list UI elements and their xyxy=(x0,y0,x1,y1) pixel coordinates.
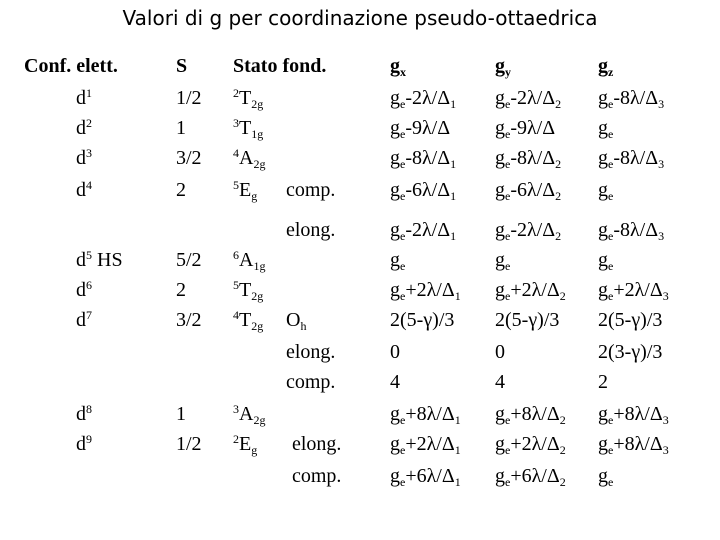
s-cell: 3/2 xyxy=(176,309,202,331)
gy-value: 4 xyxy=(495,371,505,393)
gy-value: $g_e+2\lambda/\Delta_2$ xyxy=(495,279,566,303)
gz-value: $g_e-8\lambda/\Delta_3$ xyxy=(598,147,665,171)
gx-value: 2(5-γ)/3 xyxy=(390,309,455,331)
ground-state-cell: $^2E_g$ xyxy=(233,432,258,457)
geometry-note: elong. xyxy=(292,433,342,455)
gz-value: $g_e$ xyxy=(598,465,614,489)
gy-value: $g_e-8\lambda/\Delta_2$ xyxy=(495,147,562,171)
conf-cell: $d^7$ xyxy=(76,308,92,331)
gy-value: $g_e-6\lambda/\Delta_2$ xyxy=(495,179,562,203)
gy-value: $g_e+6\lambda/\Delta_2$ xyxy=(495,465,566,489)
gz-value: $g_e$ xyxy=(598,249,614,273)
geometry-note: comp. xyxy=(292,465,342,487)
s-cell: 1 xyxy=(176,403,186,425)
conf-cell: $d^6$ xyxy=(76,278,92,301)
s-cell: 1 xyxy=(176,117,186,139)
ground-state-cell: $^5T_{2g}$ xyxy=(233,278,264,303)
gy-value: $g_e-9\lambda/\Delta$ xyxy=(495,117,556,141)
ground-state-cell: $^3T_{1g}$ xyxy=(233,116,264,141)
gx-value: $g_e-9\lambda/\Delta$ xyxy=(390,117,451,141)
s-cell: 3/2 xyxy=(176,147,202,169)
geometry-note: comp. xyxy=(286,179,336,201)
gz-value: $g_e+8\lambda/\Delta_3$ xyxy=(598,403,669,427)
s-cell: 2 xyxy=(176,179,186,201)
gy-value: $g_e-2\lambda/\Delta_2$ xyxy=(495,87,562,111)
gx-value: $g_e+2\lambda/\Delta_1$ xyxy=(390,433,461,457)
s-cell: 1/2 xyxy=(176,87,202,109)
conf-cell: $d^4$ xyxy=(76,178,92,201)
s-cell: 1/2 xyxy=(176,433,202,455)
gy-value: 2(5-γ)/3 xyxy=(495,309,560,331)
gx-value: $g_e+2\lambda/\Delta_1$ xyxy=(390,279,461,303)
gx-value: $g_e-8\lambda/\Delta_1$ xyxy=(390,147,457,171)
geometry-note: comp. xyxy=(286,371,336,393)
gy-value: $g_e$ xyxy=(495,249,511,273)
gx-value: $g_e$ xyxy=(390,249,406,273)
geometry-note: elong. xyxy=(286,341,336,363)
geometry-note: $O_h$ xyxy=(286,309,307,333)
conf-cell: $d^5$ HS xyxy=(76,248,123,271)
header-gx: $g_x$ xyxy=(390,55,406,79)
header-conf: Conf. elett. xyxy=(24,55,118,77)
gy-value: $g_e+2\lambda/\Delta_2$ xyxy=(495,433,566,457)
gz-value: $g_e$ xyxy=(598,117,614,141)
gy-value: $g_e-2\lambda/\Delta_2$ xyxy=(495,219,562,243)
geometry-note: elong. xyxy=(286,219,336,241)
gx-value: $g_e-2\lambda/\Delta_1$ xyxy=(390,219,457,243)
gx-value: $g_e-2\lambda/\Delta_1$ xyxy=(390,87,457,111)
conf-cell: $d^1$ xyxy=(76,86,92,109)
header-stato: Stato fond. xyxy=(233,55,327,77)
header-s: S xyxy=(176,55,188,77)
s-cell: 5/2 xyxy=(176,249,202,271)
ground-state-cell: $^6A_{1g}$ xyxy=(233,248,266,273)
conf-cell: $d^3$ xyxy=(76,146,92,169)
gz-value: 2(3-γ)/3 xyxy=(598,341,663,363)
header-gy: $g_y$ xyxy=(495,55,511,79)
ground-state-cell: $^3A_{2g}$ xyxy=(233,402,266,427)
header-gz: $g_z$ xyxy=(598,55,614,79)
gx-value: $g_e-6\lambda/\Delta_1$ xyxy=(390,179,457,203)
gz-value: $g_e-8\lambda/\Delta_3$ xyxy=(598,87,665,111)
gx-value: 0 xyxy=(390,341,400,363)
s-cell: 2 xyxy=(176,279,186,301)
gx-value: $g_e+8\lambda/\Delta_1$ xyxy=(390,403,461,427)
page-title: Valori di g per coordinazione pseudo-ottaedrica xyxy=(122,6,598,30)
ground-state-cell: $^4A_{2g}$ xyxy=(233,146,266,171)
gz-value: $g_e+8\lambda/\Delta_3$ xyxy=(598,433,669,457)
ground-state-cell: $^4T_{2g}$ xyxy=(233,308,264,333)
gy-value: 0 xyxy=(495,341,505,363)
gz-value: 2(5-γ)/3 xyxy=(598,309,663,331)
gx-value: 4 xyxy=(390,371,400,393)
gz-value: 2 xyxy=(598,371,608,393)
gz-value: $g_e$ xyxy=(598,179,614,203)
gz-value: $g_e-8\lambda/\Delta_3$ xyxy=(598,219,665,243)
conf-cell: $d^8$ xyxy=(76,402,92,425)
conf-cell: $d^9$ xyxy=(76,432,92,455)
gz-value: $g_e+2\lambda/\Delta_3$ xyxy=(598,279,669,303)
gy-value: $g_e+8\lambda/\Delta_2$ xyxy=(495,403,566,427)
ground-state-cell: $^5E_g$ xyxy=(233,178,258,203)
conf-cell: $d^2$ xyxy=(76,116,92,139)
ground-state-cell: $^2T_{2g}$ xyxy=(233,86,264,111)
gx-value: $g_e+6\lambda/\Delta_1$ xyxy=(390,465,461,489)
